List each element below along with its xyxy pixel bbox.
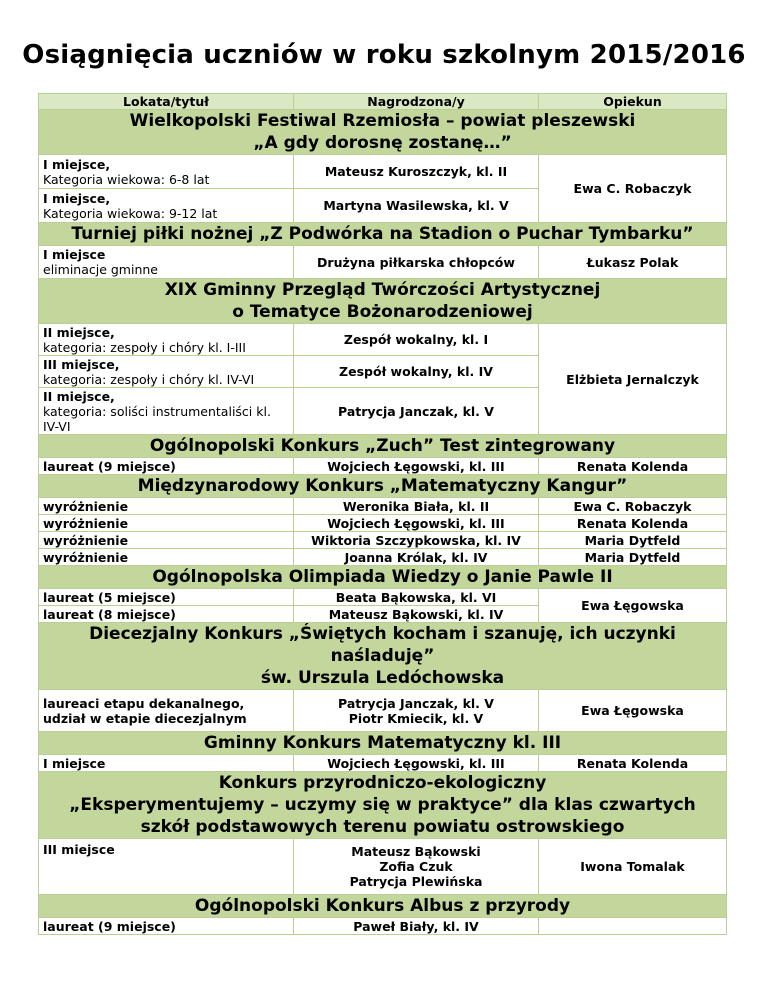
section-header: [39, 623, 727, 690]
tutor-cell: Renata Kolenda: [539, 458, 727, 475]
column-header-tutor: Opiekun: [539, 94, 727, 110]
section-header: [39, 279, 727, 324]
tutor-cell: [539, 918, 727, 935]
table-row: [39, 458, 727, 475]
tutor-cell: Elżbieta Jernalczyk: [539, 324, 727, 435]
winner-cell: Beata Bąkowska, kl. VI: [294, 589, 539, 606]
winner-cell: Patrycja Janczak, kl. V: [294, 388, 539, 435]
place-cell: laureat (5 miejsce): [39, 589, 294, 606]
section-header: [39, 110, 727, 155]
table-row: [39, 918, 727, 935]
winner-cell: Drużyna piłkarska chłopców: [294, 246, 539, 279]
section-header: [39, 895, 727, 918]
column-header-winner: Nagrodzona/y: [294, 94, 539, 110]
winner-cell: Martyna Wasilewska, kl. V: [294, 189, 539, 223]
winner-cell: Zespół wokalny, kl. IV: [294, 356, 539, 388]
table-row: [39, 690, 727, 732]
place-cell: laureaci etapu dekanalnego, udział w etapie diecezjalnym: [39, 690, 294, 732]
section-header: [39, 772, 727, 839]
place-cell: III miejsce: [39, 839, 294, 895]
section-header: [39, 475, 727, 498]
tutor-cell: Maria Dytfeld: [539, 549, 727, 566]
winner-cell: Wojciech Łęgowski, kl. III: [294, 515, 539, 532]
table-row: [39, 515, 727, 532]
tutor-cell: Renata Kolenda: [539, 755, 727, 772]
place-cell: III miejsce, kategoria: zespoły i chóry kl. IV-VI: [39, 356, 294, 388]
table-row: [39, 532, 727, 549]
winner-cell: Wiktoria Szczypkowska, kl. IV: [294, 532, 539, 549]
place-cell: I miejsce, Kategoria wiekowa: 9-12 lat: [39, 189, 294, 223]
place-cell: wyróżnienie: [39, 515, 294, 532]
winner-cell: Patrycja Janczak, kl. V Piotr Kmiecik, kl. V: [294, 690, 539, 732]
winner-cell: Weronika Biała, kl. II: [294, 498, 539, 515]
place-cell: wyróżnienie: [39, 549, 294, 566]
column-header-place: Lokata/tytuł: [39, 94, 294, 110]
tutor-cell: Maria Dytfeld: [539, 532, 727, 549]
place-cell: laureat (8 miejsce): [39, 606, 294, 623]
section-title: Diecezjalny Konkurs „Świętych kocham i szanuję, ich uczynki naśladuję” św. Urszula Ledóchowska: [39, 623, 727, 690]
place-cell: wyróżnienie: [39, 498, 294, 515]
winner-cell: Mateusz Bąkowski Zofia Czuk Patrycja Plewińska: [294, 839, 539, 895]
place-cell: laureat (9 miejsce): [39, 918, 294, 935]
table-row: [39, 155, 727, 189]
table-row: [39, 324, 727, 356]
tutor-cell: Łukasz Polak: [539, 246, 727, 279]
table-row: [39, 839, 727, 895]
section-header: [39, 435, 727, 458]
table-row: [39, 498, 727, 515]
place-cell: I miejsce, Kategoria wiekowa: 6-8 lat: [39, 155, 294, 189]
section-title: Ogólnopolski Konkurs Albus z przyrody: [39, 895, 727, 918]
tutor-cell: Iwona Tomalak: [539, 839, 727, 895]
table-row: [39, 589, 727, 606]
winner-cell: Wojciech Łęgowski, kl. III: [294, 458, 539, 475]
section-title: Turniej piłki nożnej „Z Podwórka na Stadion o Puchar Tymbarku”: [39, 223, 727, 246]
section-header: [39, 566, 727, 589]
table-row: [39, 549, 727, 566]
place-cell: I miejsce: [39, 755, 294, 772]
tutor-cell: Ewa Łęgowska: [539, 690, 727, 732]
tutor-cell: Ewa Łęgowska: [539, 589, 727, 623]
section-title: Wielkopolski Festiwal Rzemiosła – powiat pleszewski „A gdy dorosnę zostanę…”: [39, 110, 727, 155]
page-title: Osiągnięcia uczniów w roku szkolnym 2015/2016: [22, 40, 746, 70]
section-title: Ogólnopolski Konkurs „Zuch” Test zintegrowany: [39, 435, 727, 458]
section-header: [39, 732, 727, 755]
section-title: Ogólnopolska Olimpiada Wiedzy o Janie Pawle II: [39, 566, 727, 589]
section-header: [39, 223, 727, 246]
place-cell: laureat (9 miejsce): [39, 458, 294, 475]
winner-cell: Mateusz Bąkowski, kl. IV: [294, 606, 539, 623]
section-title: Gminny Konkurs Matematyczny kl. III: [39, 732, 727, 755]
achievements-table: [38, 93, 727, 935]
tutor-cell: Ewa C. Robaczyk: [539, 155, 727, 223]
table-row: [39, 755, 727, 772]
place-cell: II miejsce, kategoria: zespoły i chóry kl. I-III: [39, 324, 294, 356]
winner-cell: Zespół wokalny, kl. I: [294, 324, 539, 356]
table-header: [39, 94, 727, 110]
tutor-cell: Ewa C. Robaczyk: [539, 498, 727, 515]
winner-cell: Paweł Biały, kl. IV: [294, 918, 539, 935]
winner-cell: Mateusz Kuroszczyk, kl. II: [294, 155, 539, 189]
place-cell: II miejsce, kategoria: soliści instrumentaliści kl. IV-VI: [39, 388, 294, 435]
section-title: Konkurs przyrodniczo-ekologiczny „Eksperymentujemy – uczymy się w praktyce” dla klas czwartych szkół podstawowych terenu powiatu ostrowskiego: [39, 772, 727, 839]
winner-cell: Wojciech Łęgowski, kl. III: [294, 755, 539, 772]
tutor-cell: Renata Kolenda: [539, 515, 727, 532]
place-cell: I miejsce eliminacje gminne: [39, 246, 294, 279]
place-cell: wyróżnienie: [39, 532, 294, 549]
winner-cell: Joanna Królak, kl. IV: [294, 549, 539, 566]
section-title: XIX Gminny Przegląd Twórczości Artystycznej o Tematyce Bożonarodzeniowej: [39, 279, 727, 324]
table-row: [39, 246, 727, 279]
section-title: Międzynarodowy Konkurs „Matematyczny Kangur”: [39, 475, 727, 498]
